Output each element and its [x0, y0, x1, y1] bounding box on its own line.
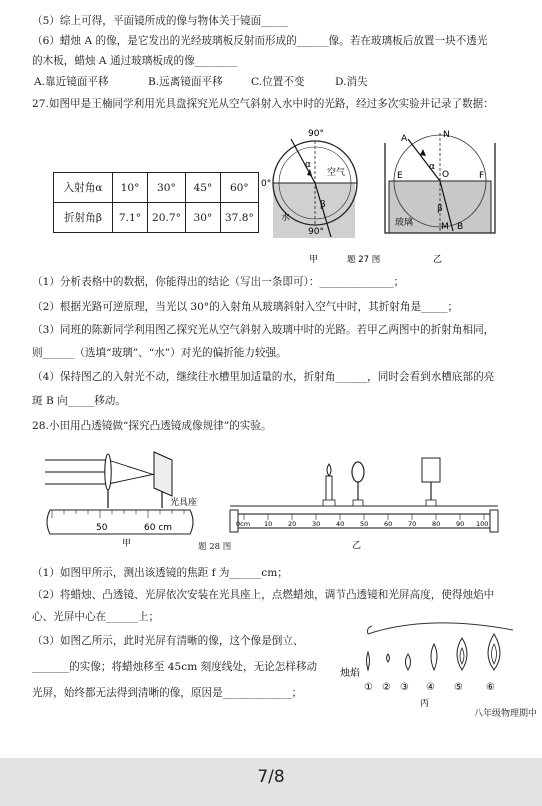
q26-6-text-a: （6）蜡烛 A 的像，是它发出的光经玻璃板反射而形成的______像。若在玻璃板后放置一块不透光 — [32, 35, 488, 47]
fig28-yi-label: 乙 — [352, 541, 362, 551]
tick-50-label: 50 — [96, 523, 108, 533]
table-cell: 7.1° — [113, 203, 148, 233]
water-label: 水 — [281, 213, 291, 223]
N-label: N — [443, 130, 450, 140]
screen-holder — [426, 500, 436, 506]
rail-end-right — [490, 510, 498, 532]
option-c: C.位置不变 — [251, 76, 305, 88]
E-label: E — [397, 171, 403, 181]
table-cell: 10° — [113, 173, 148, 203]
incident-ray — [291, 139, 315, 183]
deg-top-label: 90° — [308, 129, 324, 139]
convex-lens — [105, 454, 111, 490]
scale-label: 100 — [476, 520, 489, 528]
fig27-jia-label: 甲 — [309, 255, 319, 265]
table-cell: 45° — [185, 173, 220, 203]
fig27-jia-optical-disk — [261, 129, 357, 238]
option-b: B.远离镜面平移 — [148, 76, 223, 88]
table-cell: 37.8° — [220, 203, 258, 233]
q27-2-text: （2）根据光路可逆原理，当光以 30°的入射角从玻璃斜射入空气中时，其折射角是_____； — [32, 301, 459, 313]
table-row — [54, 203, 259, 233]
q27-data-table — [53, 172, 259, 233]
arrow-icon — [420, 149, 426, 156]
scale-label: 80 — [432, 520, 441, 528]
fig28-jia-diagram — [40, 442, 210, 552]
flame-1-icon — [367, 652, 370, 670]
table-cell: 20.7° — [148, 203, 186, 233]
bracket-arc — [368, 623, 513, 634]
fig28-caption: 题 28 图 — [198, 542, 232, 552]
q26-5-text: （5）综上可得，平面镜所成的像与物体关于镜面_____ — [32, 15, 288, 27]
deg-left-label: 0° — [261, 179, 272, 189]
scale-label: 20 — [288, 520, 297, 528]
flame-num: ⑤ — [454, 682, 463, 693]
q28-1-text: （1）如图甲所示，测出该透镜的焦距 f 为______cm； — [32, 567, 288, 579]
scale-label: 50 — [360, 520, 369, 528]
incident-ray — [408, 139, 440, 181]
q27-1-text: （1）分析表格中的数据，你能得出的结论（写出一条即可）：______________； — [32, 276, 405, 288]
q28-3-text-c: 光屏，始终都无法得到清晰的像，原因是_____________； — [32, 687, 303, 699]
beta-label: β — [437, 204, 443, 214]
flame-3-icon — [406, 654, 411, 670]
candle-holder — [323, 500, 335, 506]
alpha-label: α — [305, 160, 311, 170]
scale-label: 60 — [384, 520, 393, 528]
deg-bottom-label: 90° — [308, 227, 324, 237]
fig27-yi-label: 乙 — [433, 255, 443, 265]
table-header-incidence: 入射角α — [54, 173, 113, 203]
table-row — [54, 173, 259, 203]
scale-label: 10 — [264, 520, 273, 528]
q28-stem: 28.小田用凸透镜做“探究凸透镜成像规律”的实验。 — [32, 420, 272, 432]
fig27-caption: 题 27 图 — [347, 255, 381, 265]
fig28-jia-label: 甲 — [122, 539, 132, 549]
alpha-label: α — [429, 162, 435, 172]
flame-num: ③ — [400, 682, 409, 693]
flame-2-icon — [387, 654, 390, 662]
scale-label: 70 — [408, 520, 417, 528]
q28-2-text-b: 心、光屏中心在______上； — [32, 611, 160, 623]
screen — [154, 452, 172, 496]
candle-flame-icon — [327, 464, 331, 476]
flame-num: ④ — [426, 682, 435, 693]
table-header-refraction: 折射角β — [54, 203, 113, 233]
tick-60cm-label: 60 cm — [144, 523, 173, 533]
flame-label: 烛焰 — [340, 668, 360, 679]
fig28-bing-label: 丙 — [420, 699, 430, 709]
O-label: O — [442, 170, 450, 180]
air-label: 空气 — [327, 168, 346, 178]
ruler-ticks — [52, 510, 184, 518]
M-label: M — [441, 222, 449, 232]
lens-holder — [353, 500, 363, 506]
q27-stem: 27.如图甲是王楠同学利用光具盘探究光从空气斜射入水中时的光路，经过多次实验并记录了数据： — [32, 98, 494, 110]
option-d: D.消失 — [335, 76, 368, 88]
flame-num: ② — [382, 682, 391, 693]
scale-label: 40 — [336, 520, 345, 528]
F-label: F — [479, 171, 485, 181]
convex-lens — [352, 462, 364, 482]
fig28-bing-flames — [338, 618, 528, 710]
scale-label: 30 — [312, 520, 321, 528]
table-cell: 30° — [185, 203, 220, 233]
scale-label: 0cm — [236, 520, 251, 528]
fig27-yi-glass-tank — [385, 130, 495, 233]
q28-2-text-a: （2）将蜡烛、凸透镜、光屏依次安装在光具座上，点燃蜡烛，调节凸透镜和光屏高度，使得烛焰中 — [32, 589, 495, 601]
flame-num: ⑥ — [486, 682, 495, 693]
screen — [422, 458, 440, 482]
footer-text: 八年级物理期中 — [474, 709, 538, 719]
flame-4-icon — [431, 644, 437, 670]
q27-3-text-b: 则______（选填“玻璃”、“水”）对光的偏折能力较强。 — [32, 347, 287, 359]
glass-label: 玻璃 — [395, 218, 414, 228]
flame-num: ① — [364, 682, 373, 693]
option-a: A.靠近镜面平移 — [34, 76, 109, 88]
q27-3-text-a: （3）同班的陈新同学利用图乙探究光从空气斜射入玻璃中时的光路。若甲乙两图中的折射角相同， — [32, 324, 495, 336]
fig28-yi-diagram — [228, 450, 508, 550]
q28-3-text-a: （3）如图乙所示，此时光屏有清晰的像，这个像是倒立、 — [32, 635, 304, 647]
q27-4-text-b: 斑 B 向_____移动。 — [32, 395, 126, 407]
page-number: 7/8 — [257, 767, 285, 787]
fig27-diagrams — [261, 125, 505, 270]
beta-label: β — [320, 200, 326, 210]
q28-3-text-b: _______的实像；将蜡烛移至 45cm 刻度线处，无论怎样移动 — [32, 661, 318, 673]
A-label: A — [401, 134, 408, 144]
B-label: B — [457, 222, 464, 232]
table-cell: 30° — [148, 173, 186, 203]
q26-6-text-b: 的木板，蜡烛 A 通过玻璃板成的像________ — [32, 55, 238, 67]
table-cell: 60° — [220, 173, 258, 203]
scale-label: 90 — [456, 520, 465, 528]
q27-4-text-a: （4）保持图乙的入射光不动，继续往水槽里加适量的水，折射角______，同时会看到水槽底部的亮 — [32, 371, 495, 383]
bench-label: 光具座 — [170, 498, 198, 508]
